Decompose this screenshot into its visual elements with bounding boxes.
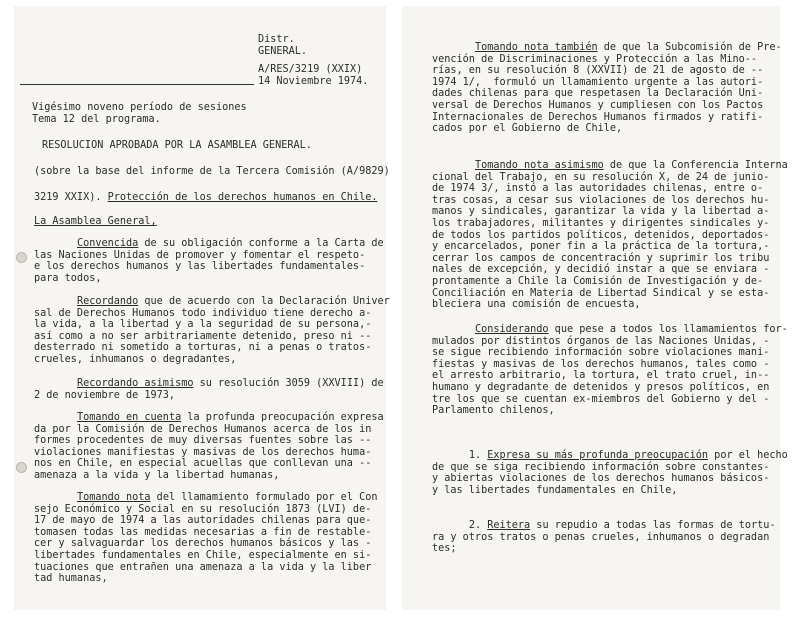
distr-general: GENERAL. (258, 46, 308, 57)
operative-paragraph-2: 2. Reitera su repudio a todas las formas de tortu- ra y otros tratos o penas crueles, inhumanos o degradan tes; (432, 520, 776, 555)
paragraph-keyword: Recordando (76, 296, 139, 307)
agenda-item: Tema 12 del programa. (32, 114, 161, 125)
paragraph-keyword: Tomando nota asimismo (474, 160, 604, 171)
punch-hole (16, 252, 27, 263)
paragraph-tomando-nota-asimismo: Tomando nota asimismo de que la Conferencia Interna cional del Trabajo, en su resolución X, de 24 de junio- de 1974 3/, instó a las autoridades chilenas, entre o- tras cosas, a cesar sus violaciones de los derechos hu- manos y sindicales, garantizar la vida y la libertad a- los trabajadores, militantes y dirigentes sindicales y- de todos los partidos políticos, detenidos, deportados- y encarcelados, poner fin a la práctica de la tortura,- cerrar los campos de concentración y suprimir los tribu nales de excepción, y decidió instar a que se enviara - prontamente a Chile la Comisión de Investigación y de- Conciliación en Materia de Libertad Sindical y se esta- bleciera una comisión de encuesta, (432, 160, 788, 311)
paragraph-keyword: Reitera (487, 520, 531, 531)
operative-paragraph-1: 1. Expresa su más profunda preocupación por el hecho de que se siga recibiendo información sobre constantes- y abiertas violaciones de los derechos humanos básicos- y las libertades fundamentales en Chile, (432, 450, 788, 496)
assembly-heading: La Asamblea General, (34, 216, 157, 227)
paragraph-recordando: Recordando que de acuerdo con la Declaración Univer sal de Derechos Humanos todo individuo tiene derecho a- la vida, a la libertad y a la seguridad de su persona,- así como a no ser arbitrariamente detenido, preso ni -- desterrado ni sometido a torturas, ni a penas o tratos- crueles, inhumanos o degradantes, (34, 296, 390, 365)
resolution-title: Protección de los derechos humanos en Chile. (107, 192, 378, 203)
paragraph-tomando-nota: Tomando nota del llamamiento formulado por el Con sejo Económico y Social en su resolución 1873 (LVI) de- 17 de mayo de 1974 a las autoridades chilenas para que- tomasen todas las medidas necesarias a fin de restable- cer y salvaguardar los derechos humanos básicos y las - libertades fundamentales en Chile, especialmente en si- tuaciones que entrañen una amenaza a la vida y la liber tad humanas, (34, 492, 378, 585)
paragraph-number: 2. (468, 520, 482, 531)
paragraph-keyword: Tomando nota (76, 492, 151, 503)
paragraph-convencida: Convencida de su obligación conforme a la Carta de las Naciones Unidas de promover y fomentar el respeto- e los derechos humanos y las libertades fundamentales- para todos, (34, 238, 384, 284)
paragraph-number: 1. (468, 450, 482, 461)
distr-label: Distr. (258, 34, 295, 45)
session-line: Vigésimo noveno período de sesiones (32, 102, 247, 113)
paragraph-keyword: Convencida (76, 238, 139, 249)
paragraph-keyword: Tomando en cuenta (76, 412, 182, 423)
resolution-number: 3219 XXIX). (34, 192, 102, 203)
punch-hole (16, 462, 27, 473)
paragraph-keyword: Recordando asimismo (76, 378, 194, 389)
paragraph-tomando-en-cuenta: Tomando en cuenta la profunda preocupación expresa da por la Comisión de Derechos Humanos acerca de los in formes procedentes de muy diversas fuentes sobre las -- violaciones manifiestas y masivas de los derechos huma- nos en Chile, en especial acuellas que conllevan una -- amenaza a la vida y la libertad humanas, (34, 412, 384, 481)
paragraph-recordando-asimismo: Recordando asimismo su resolución 3059 (XXVIII) de 2 de noviembre de 1973, (34, 378, 384, 401)
document-date: 14 Noviembre 1974. (258, 76, 369, 87)
paragraph-considerando: Considerando que pese a todos los llamamientos for- mulados por distintos órganos de las Naciones Unidas, - se sigue recibiendo información sobre violaciones mani- fiestas y masivas de los derechos humanos, tales como - el arresto arbitrario, la tortura, el trato cruel, in-- humano y degradante de detenidos y presos políticos, en tre los que se cuentan ex-miembros del Gobierno y del - Parlamento chilenos, (432, 324, 788, 417)
left-page (14, 6, 390, 610)
basis-line: (sobre la base del informe de la Tercera Comisión (A/9829) (34, 166, 390, 177)
paragraph-keyword: Tomando nota también (474, 42, 598, 53)
paragraph-keyword: Considerando (474, 324, 549, 335)
header-rule (20, 84, 254, 85)
resolution-title-line (34, 192, 377, 204)
right-page (402, 6, 788, 610)
paragraph-keyword: Expresa su más profunda preocupación (487, 450, 709, 461)
paragraph-tomando-nota-tambien: Tomando nota también de que la Subcomisión de Pre- vención de Discriminaciones y Protección a las Mino-- rías, en su resolución 8 (XXVII) de 21 de agosto de -- 1974 1/, formuló un llamamiento urgente a las autori- dades chilenas para que respetasen la Declaración Uni- versal de Derechos Humanos y cumpliesen con los Pactos Internacionales de Derechos Humanos firmados y ratifi- cados por el Gobierno de Chile, (432, 42, 782, 135)
document-symbol: A/RES/3219 (XXIX) (258, 64, 363, 75)
resolution-heading: RESOLUCION APROBADA POR LA ASAMBLEA GENERAL. (42, 140, 312, 151)
